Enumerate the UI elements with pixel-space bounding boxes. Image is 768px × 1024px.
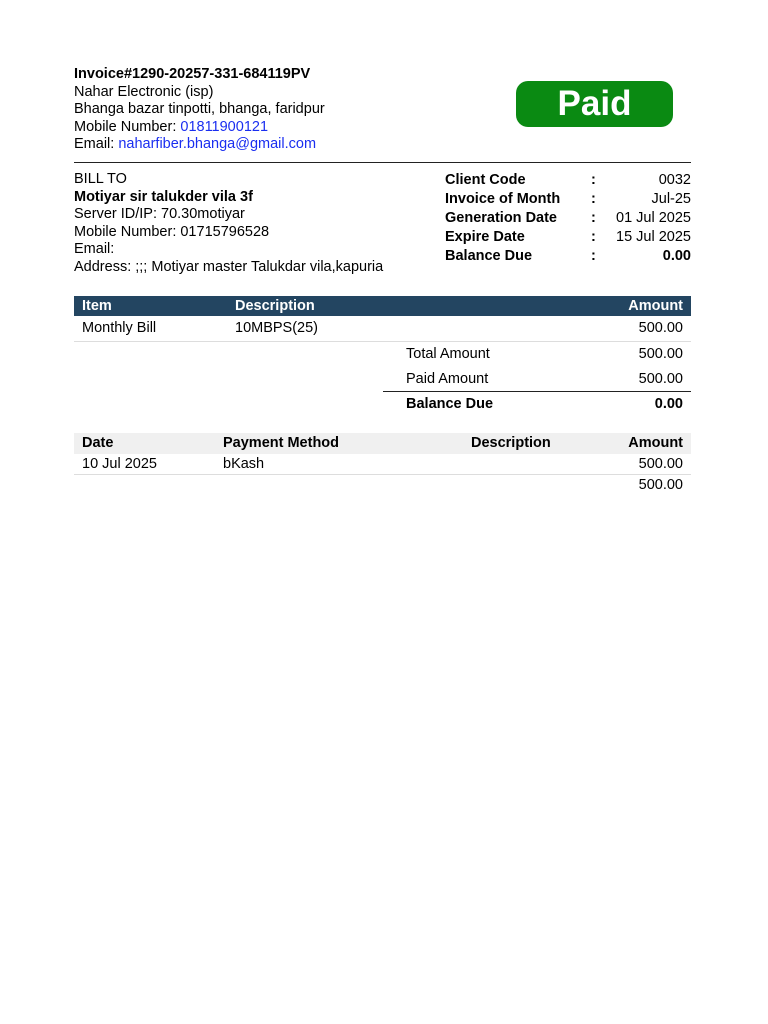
items-table — [74, 296, 691, 342]
summary-value: Jul-25 — [651, 191, 691, 207]
client-address: Address: ;;; Motiyar master Talukdar vila,kapuria — [74, 258, 384, 275]
payments-total-row — [74, 475, 691, 495]
bill-to-heading: BILL TO — [74, 171, 127, 187]
col-amount-header: Amount — [628, 435, 683, 451]
summary-row-expire-date — [445, 228, 691, 247]
paid-amount-row — [383, 367, 691, 392]
table-row — [74, 454, 691, 475]
summary-sep: : — [591, 229, 596, 245]
total-amount-label: Total Amount — [406, 346, 490, 362]
summary-value: 0.00 — [662, 248, 691, 264]
header-divider — [74, 162, 691, 163]
total-amount-row — [383, 342, 691, 367]
total-amount-value: 500.00 — [638, 346, 683, 362]
balance-due-label: Balance Due — [406, 396, 494, 412]
company-mobile-link[interactable]: 01811900121 — [180, 118, 269, 135]
summary-value: 0032 — [658, 172, 691, 188]
client-email: Email: — [74, 241, 115, 257]
summary-label: Expire Date — [445, 229, 525, 245]
balance-due-value: 0.00 — [654, 396, 683, 412]
email-label: Email: — [74, 136, 119, 152]
payment-amount: 500.00 — [638, 456, 683, 472]
col-amount-header: Amount — [628, 298, 683, 314]
payments-table — [74, 433, 691, 495]
status-badge: Paid — [516, 81, 673, 127]
totals-block — [74, 342, 691, 417]
summary-sep: : — [591, 191, 596, 207]
company-email-link[interactable]: naharfiber.bhanga@gmail.com — [118, 136, 317, 152]
item-description: 10MBPS(25) — [235, 320, 319, 336]
company-email-line — [74, 136, 691, 154]
payments-total: 500.00 — [638, 477, 683, 493]
balance-due-row — [383, 391, 691, 417]
invoice-header — [74, 66, 691, 156]
bill-section — [74, 171, 691, 296]
invoice-page — [74, 66, 691, 495]
payment-method: bKash — [223, 456, 265, 472]
summary-row-balance-due — [445, 247, 691, 266]
summary-label: Client Code — [445, 172, 526, 188]
col-method-header: Payment Method — [223, 435, 340, 451]
summary-sep: : — [591, 248, 596, 264]
payment-date: 10 Jul 2025 — [82, 456, 157, 472]
summary-label: Generation Date — [445, 210, 557, 226]
summary-label: Invoice of Month — [445, 191, 561, 207]
company-name: Nahar Electronic (isp) — [74, 83, 214, 100]
paid-amount-value: 500.00 — [638, 371, 683, 387]
col-description-header: Description — [235, 298, 315, 314]
client-server: Server ID/IP: 70.30motiyar — [74, 206, 245, 222]
summary-label: Balance Due — [445, 248, 533, 264]
summary-value: 15 Jul 2025 — [616, 229, 691, 245]
client-name: Motiyar sir talukder vila 3f — [74, 188, 253, 205]
invoice-number: Invoice#1290-20257-331-684119PV — [74, 66, 311, 82]
summary-sep: : — [591, 172, 596, 188]
client-mobile: Mobile Number: 01715796528 — [74, 223, 270, 240]
item-name: Monthly Bill — [82, 320, 157, 336]
summary-row-client-code — [445, 171, 691, 190]
payments-table-header — [74, 433, 691, 454]
summary-value: 01 Jul 2025 — [616, 210, 691, 226]
table-row — [74, 316, 691, 342]
col-date-header: Date — [82, 435, 114, 451]
summary-row-generation-date — [445, 209, 691, 228]
summary-sep: : — [591, 210, 596, 226]
company-address: Bhanga bazar tinpotti, bhanga, faridpur — [74, 101, 325, 117]
bill-to — [74, 171, 434, 276]
paid-amount-label: Paid Amount — [406, 371, 489, 387]
item-amount: 500.00 — [638, 320, 683, 336]
items-table-header — [74, 296, 691, 316]
col-description-header: Description — [471, 435, 551, 451]
invoice-summary — [445, 171, 691, 266]
mobile-label: Mobile Number: — [74, 118, 181, 135]
col-item-header: Item — [82, 298, 112, 314]
summary-row-invoice-month — [445, 190, 691, 209]
